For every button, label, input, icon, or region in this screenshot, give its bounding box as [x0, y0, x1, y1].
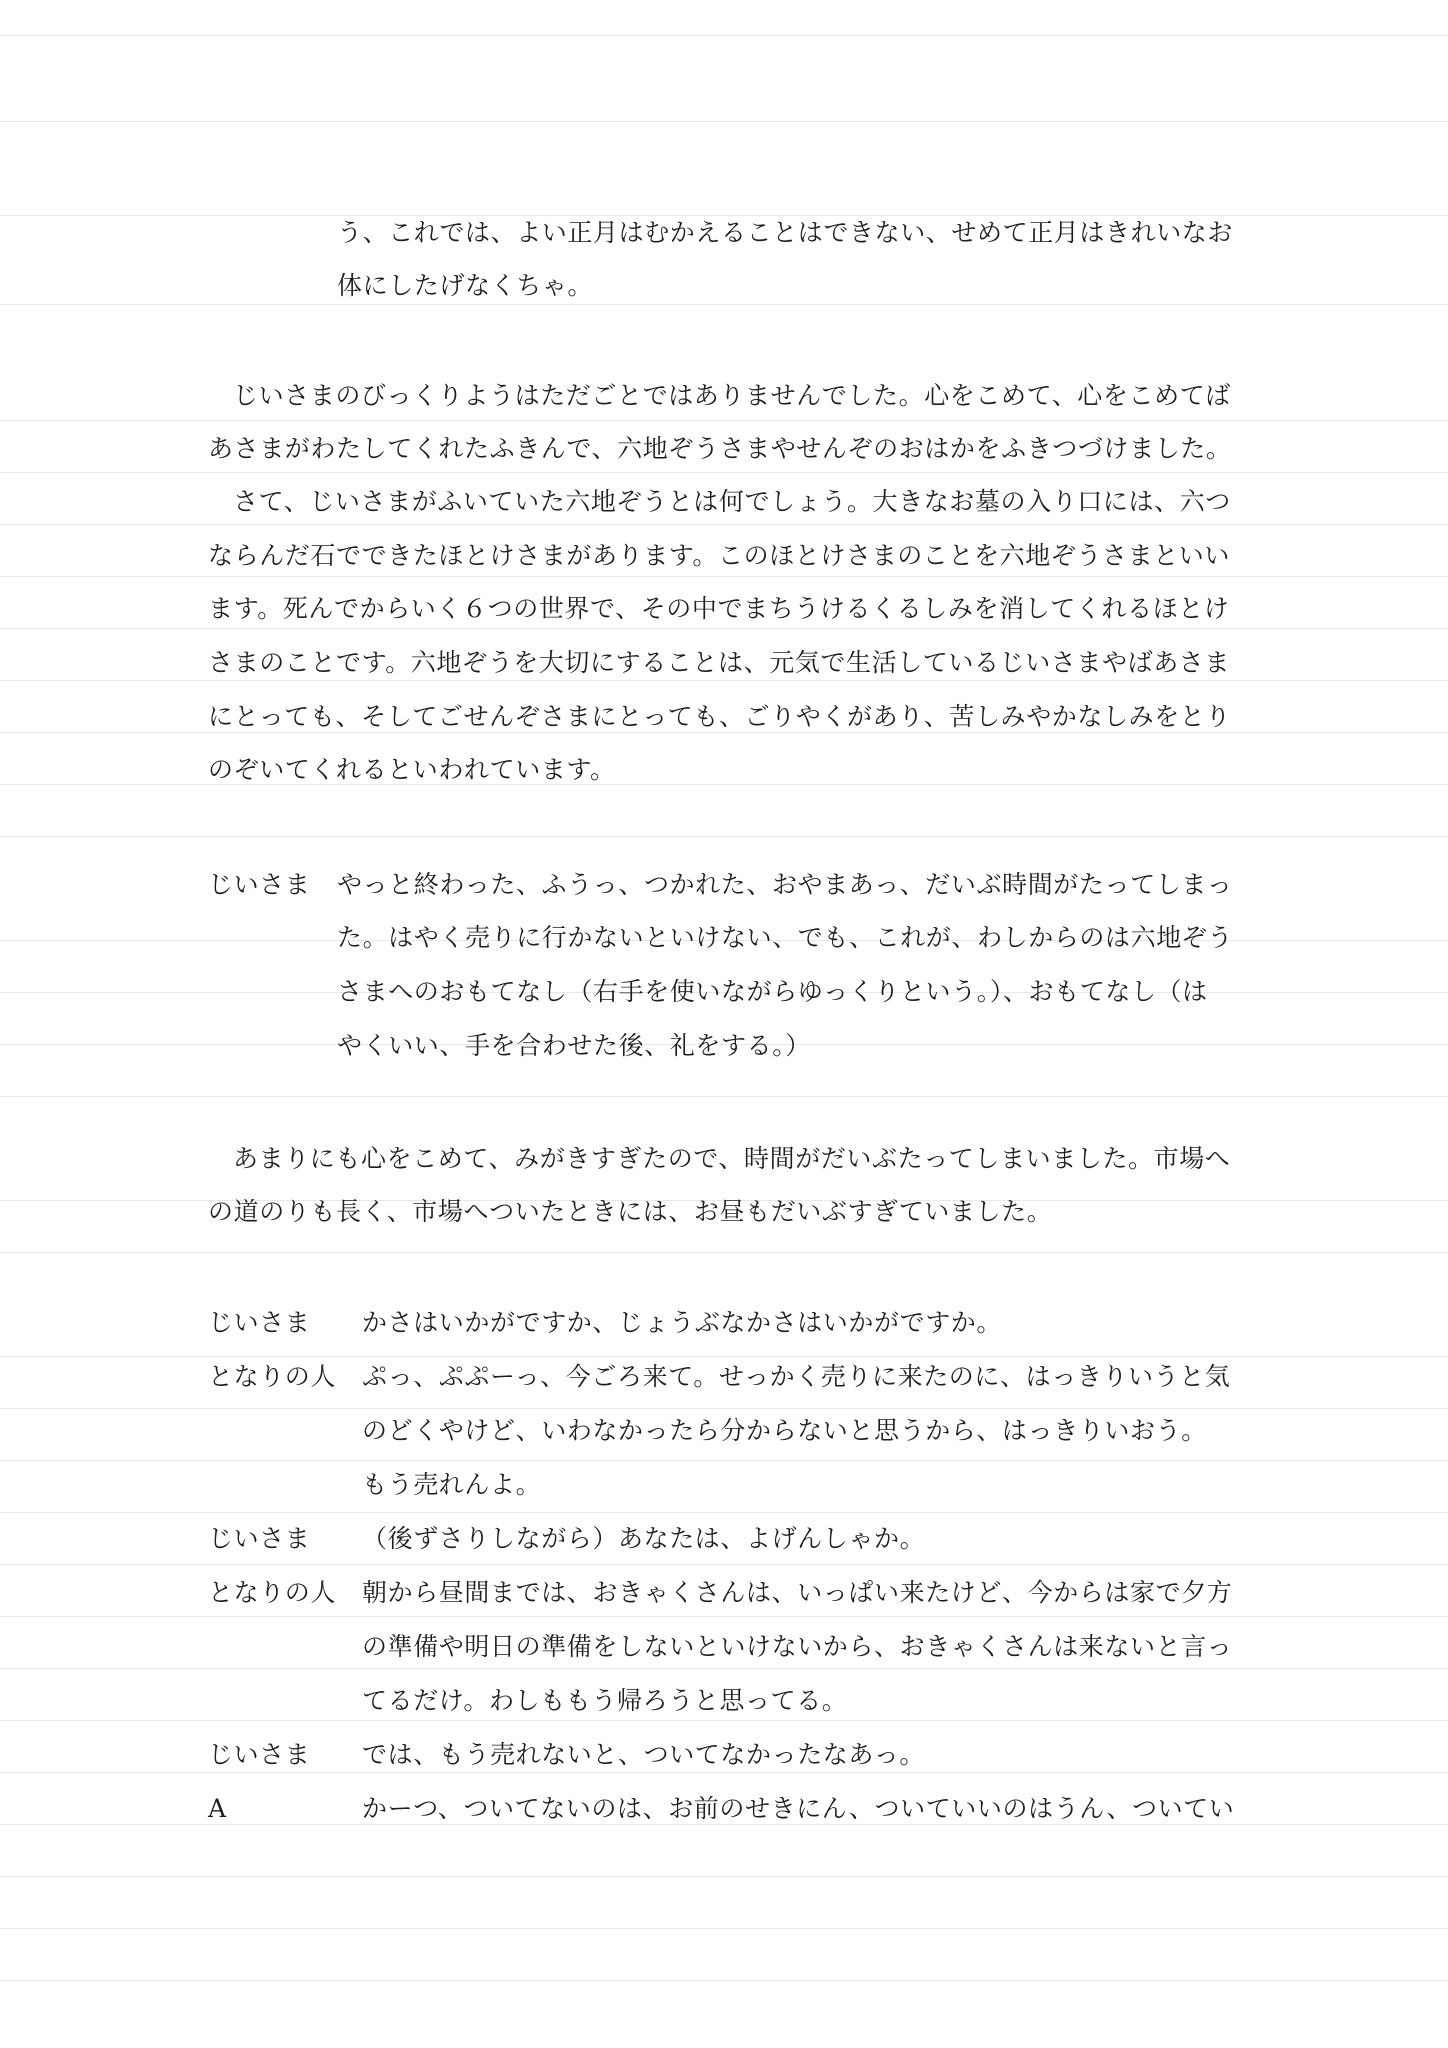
text-line: かさはいかがですか、じょうぶなかさはいかがですか。	[362, 1308, 1003, 1337]
text-line: にとっても、そしてごせんぞさまにとっても、ごりやくがあり、苦しみやかなしみをとり	[208, 702, 1232, 731]
text-line: ます。死んでからいく６つの世界で、その中でまちうけるくるしみを消してくれるほとけ	[208, 594, 1230, 623]
text-line: の道のりも長く、市場へついたときには、お昼もだいぶすぎていました。	[208, 1197, 1053, 1226]
text-line: の準備や明日の準備をしないといけないから、おきゃくさんは来ないと言っ	[362, 1632, 1233, 1661]
text-line: やっと終わった、ふうっ、つかれた、おやまあっ、だいぶ時間がたってしまっ	[337, 870, 1233, 899]
text-line: やくいい、手を合わせた後、礼をする。）	[337, 1031, 811, 1060]
speaker-name: となりの人	[208, 1362, 337, 1391]
speaker-name: じいさま	[208, 1308, 311, 1337]
text-line: じいさまのびっくりようはただごとではありませんでした。心をこめて、心をこめてば	[233, 381, 1231, 410]
text-line: さまへのおもてなし（右手を使いながらゆっくりという。）、おもてなし（は	[337, 977, 1208, 1006]
speaker-name: じいさま	[208, 1740, 311, 1769]
speaker-name: じいさま	[208, 870, 311, 899]
text-line: のぞいてくれるといわれています。	[208, 755, 616, 784]
text-line: では、もう売れないと、ついてなかったなあっ。	[362, 1740, 925, 1769]
text-line: 体にしたげなくちゃ。	[337, 271, 594, 300]
text-line: かーつ、ついてないのは、お前のせきにん、ついていいのはうん、ついてい	[362, 1794, 1235, 1823]
text-line: さまのことです。六地ぞうを大切にすることは、元気で生活しているじいさまやばあさま	[208, 648, 1231, 677]
text-line: ぷっ、ぷぷーっ、今ごろ来て。せっかく売りに来たのに、はっきりいうと気	[362, 1362, 1231, 1391]
text-line: う、これでは、よい正月はむかえることはできない、せめて正月はきれいなお	[337, 218, 1234, 247]
text-line: 朝から昼間までは、おきゃくさんは、いっぱい来たけど、今からは家で夕方	[362, 1578, 1233, 1607]
text-line: てるだけ。わしももう帰ろうと思ってる。	[362, 1686, 848, 1715]
text-line: あまりにも心をこめて、みがきすぎたので、時間がだいぶたってしまいました。市場へ	[233, 1144, 1231, 1173]
text-line: （後ずさりしながら）あなたは、よげんしゃか。	[362, 1524, 926, 1553]
text-line: のどくやけど、いわなかったら分からないと思うから、はっきりいおう。	[362, 1416, 1207, 1445]
speaker-name: A	[208, 1794, 227, 1823]
speaker-name: となりの人	[208, 1578, 337, 1607]
speaker-name: じいさま	[208, 1524, 311, 1553]
text-line: た。はやく売りに行かないといけない、でも、これが、わしからのは六地ぞう	[337, 923, 1234, 952]
text-line: さて、じいさまがふいていた六地ぞうとは何でしょう。大きなお墓の入り口には、六つ	[233, 487, 1231, 516]
text-line: あさまがわたしてくれたふきんで、六地ぞうさまやせんぞのおはかをふきつづけました。	[208, 434, 1232, 463]
text-line: ならんだ石でできたほとけさまがあります。このほとけさまのことを六地ぞうさまといい	[208, 541, 1231, 570]
text-line: もう売れんよ。	[362, 1470, 542, 1499]
